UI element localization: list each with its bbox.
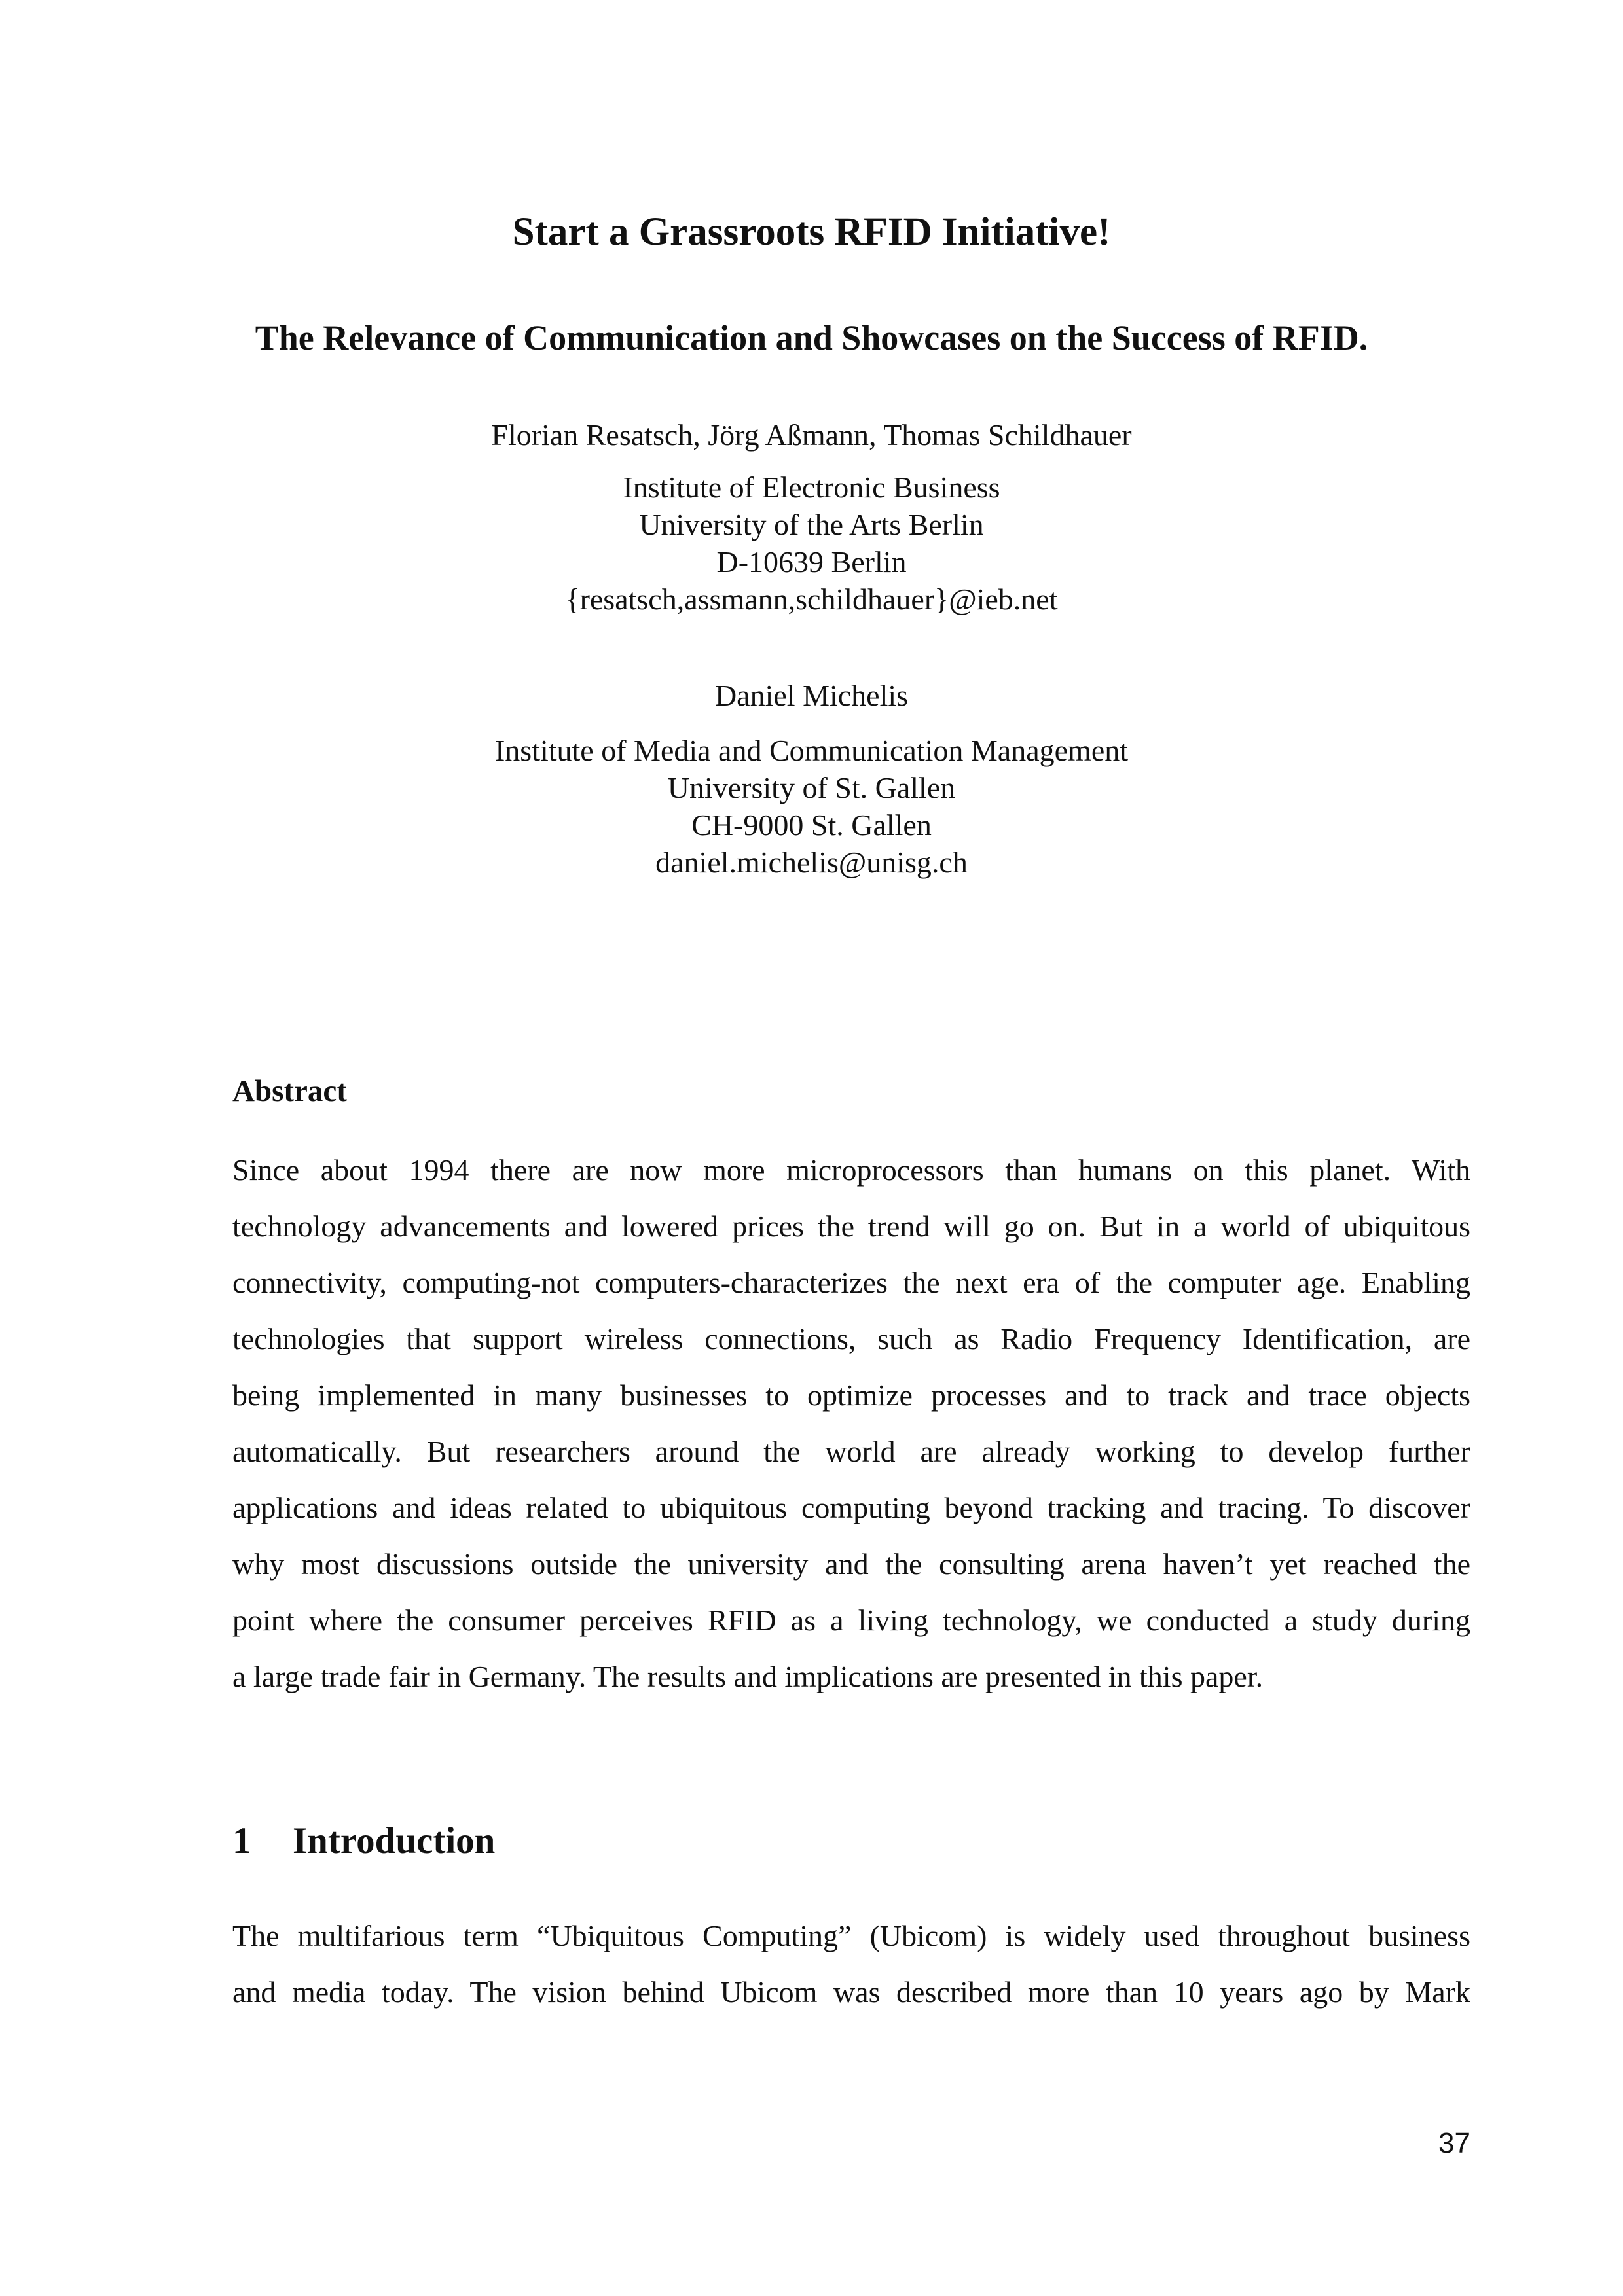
- abstract-line: a large trade fair in Germany. The results and implications are presented in this paper.: [232, 1660, 1264, 1693]
- abstract-line: being implemented in many businesses to optimize processes and to track and trace objects: [232, 1378, 1470, 1412]
- paper-title: Start a Grassroots RFID Initiative!: [512, 210, 1111, 254]
- affiliation-2: [0, 732, 1623, 881]
- abstract-heading: Abstract: [232, 1074, 347, 1108]
- abstract-line: automatically. But researchers around the world are already working to develop further: [232, 1435, 1470, 1468]
- affiliation-2-email: daniel.michelis@unisg.ch: [655, 846, 968, 879]
- introduction-body: [232, 1908, 1470, 2020]
- affiliation-1-city: D-10639 Berlin: [716, 545, 907, 579]
- abstract-line: applications and ideas related to ubiquitous computing beyond tracking and tracing. To discover: [232, 1491, 1470, 1524]
- abstract-line: connectivity, computing-not computers-characterizes the next era of the computer age. Enabling: [232, 1266, 1470, 1299]
- introduction-heading: [232, 1820, 495, 1862]
- page-number: 37: [1438, 2127, 1470, 2159]
- section-number: 1: [232, 1820, 251, 1861]
- section-title: Introduction: [293, 1820, 496, 1861]
- affiliation-1: [0, 469, 1623, 618]
- introduction-line: and media today. The vision behind Ubicom was described more than 10 years ago by Mark: [232, 1975, 1470, 2009]
- affiliation-2-university: University of St. Gallen: [667, 771, 956, 804]
- affiliation-2-city: CH-9000 St. Gallen: [691, 808, 932, 842]
- abstract-line: technology advancements and lowered prices the trend will go on. But in a world of ubiquitous: [232, 1210, 1470, 1243]
- authors-group-2: Daniel Michelis: [714, 679, 909, 712]
- affiliation-1-university: University of the Arts Berlin: [639, 508, 984, 541]
- introduction-line: The multifarious term “Ubiquitous Computing” (Ubicom) is widely used throughout business: [232, 1919, 1470, 1952]
- abstract-line: point where the consumer perceives RFID as a living technology, we conducted a study during: [232, 1604, 1470, 1637]
- paper-subtitle: The Relevance of Communication and Showcases on the Success of RFID.: [255, 318, 1368, 357]
- affiliation-1-email: {resatsch,assmann,schildhauer}@ieb.net: [565, 583, 1058, 616]
- authors-group-1: Florian Resatsch, Jörg Aßmann, Thomas Schildhauer: [491, 418, 1132, 452]
- abstract-body: [232, 1142, 1470, 1705]
- affiliation-1-institute: Institute of Electronic Business: [623, 471, 1000, 504]
- affiliation-2-institute: Institute of Media and Communication Management: [494, 734, 1129, 767]
- abstract-line: Since about 1994 there are now more microprocessors than humans on this planet. With: [232, 1153, 1470, 1187]
- abstract-line: technologies that support wireless connections, such as Radio Frequency Identification, are: [232, 1322, 1470, 1355]
- abstract-line: why most discussions outside the university and the consulting arena haven’t yet reached the: [232, 1547, 1470, 1581]
